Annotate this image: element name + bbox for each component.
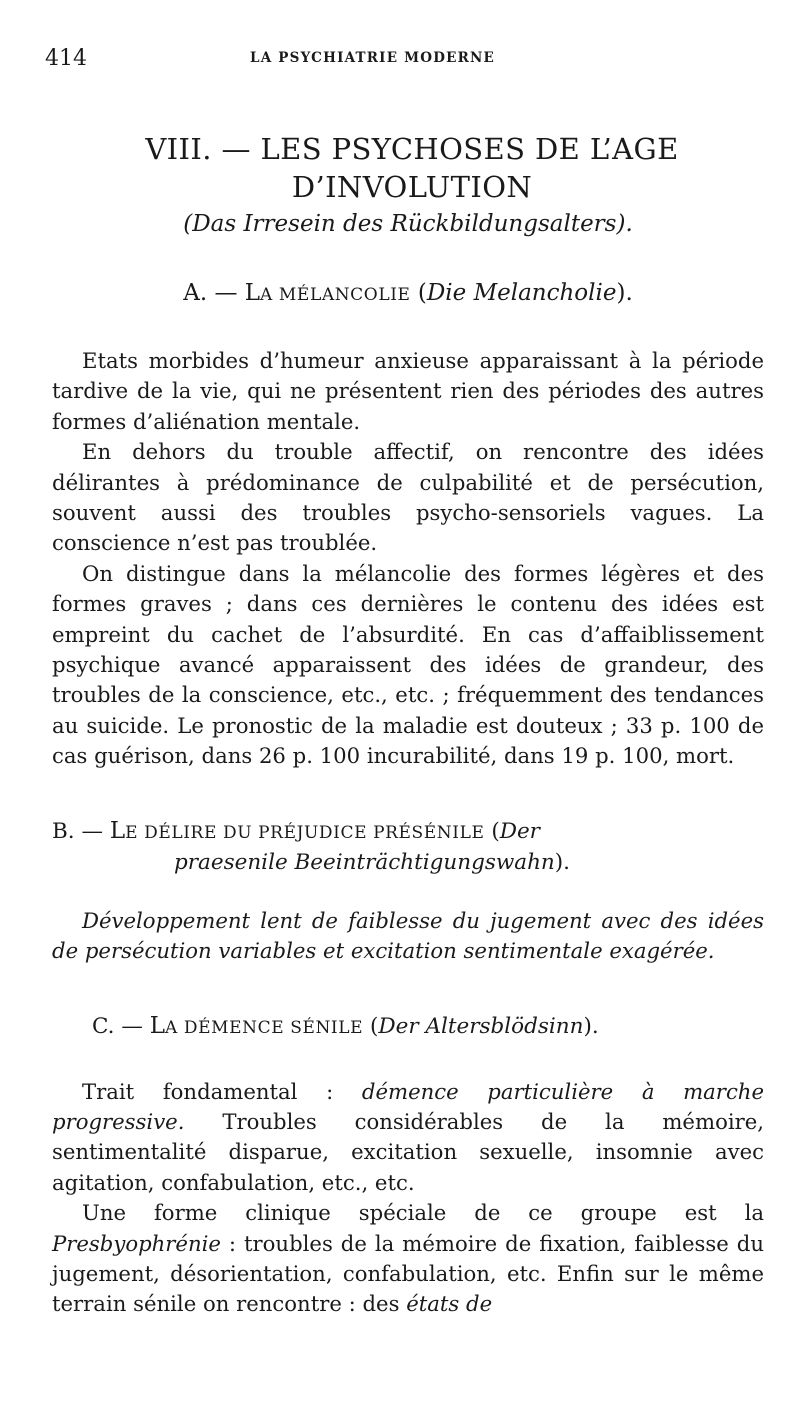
page-number: 414	[45, 46, 87, 71]
section-b-german-close: ).	[554, 849, 571, 875]
section-a-paragraph-1: Etats morbides d’humeur anxieuse apparaissant à la période tardive de la vie, qui ne présentent rien des périodes des autres formes d’aliénation mentale.	[52, 348, 764, 434]
section-b-title: E DÉLIRE DU PRÉJUDICE PRÉSÉNILE	[125, 822, 485, 843]
section-c-german-close: ).	[583, 1013, 599, 1039]
chapter-title	[52, 130, 764, 206]
section-a-heading	[52, 278, 764, 310]
section-a-prefix: A. —	[183, 280, 245, 306]
section-b-german-open: (	[484, 818, 500, 844]
section-b-prefix: B. —	[52, 818, 110, 844]
section-c-prefix: C. —	[92, 1013, 150, 1039]
section-a-paragraph-3: On distingue dans la mélancolie des formes légères et des formes graves ; dans ces dernières le contenu des idées est empreint du cachet de l’absurdité. En cas d’affaiblissement psychique avancé apparaissent des idées de grandeur, des troubles de la conscience, etc., etc. ; fréquemment des tendances au suicide. Le pronostic de la maladie est douteux ; 33 p. 100 de cas guérison, dans 26 p. 100 incurabilité, dans 19 p. 100, mort.	[52, 560, 764, 769]
section-c-p1-italic: démence particulière à marche progressive.	[52, 1078, 764, 1134]
chapter-title-line2: D’INVOLUTION	[291, 170, 533, 204]
section-c-german: Der Altersblödsinn	[378, 1013, 584, 1039]
section-b-heading	[52, 816, 764, 878]
section-a-paragraph-2: En dehors du trouble affectif, on rencontre des idées délirantes à prédominance de culpabilité et de persécution, souvent aussi des troubles psycho-sensoriels vagues. La conscience n’est pas troublée.	[52, 439, 764, 556]
section-c-p1-rest: Troubles considérables de la mémoire, sentimentalité disparue, excitation sexuelle, insomnie avec agitation, confabulation, etc., etc.	[52, 1108, 764, 1195]
section-c-p2-lead: Une forme clinique spéciale de ce groupe est la	[82, 1200, 764, 1226]
section-b-german-line2: praesenile Beeinträchtigungswahn	[174, 849, 555, 875]
chapter-subtitle-text: Das Irresein des Rückbildungsalters	[192, 211, 617, 237]
page-header	[45, 42, 605, 78]
section-a-initial: L	[244, 280, 261, 306]
section-a-german-open: (	[410, 280, 427, 306]
section-c-p2-italic-2: états de	[406, 1291, 493, 1317]
page-body	[52, 130, 764, 1320]
section-a-title: A MÉLANCOLIE	[260, 285, 411, 305]
section-b-paragraph: Développement lent de faiblesse du jugement avec des idées de persécution variables et excitation sentimentale exagérée.	[52, 907, 764, 964]
section-c-paragraph-2	[52, 1198, 764, 1320]
section-c-heading	[52, 1011, 764, 1043]
chapter-subtitle	[52, 208, 764, 240]
chapter-title-line1: VIII. — LES PSYCHOSES DE L’AGE	[145, 132, 679, 166]
section-c-title: A DÉMENCE SÉNILE	[164, 1017, 364, 1038]
section-a-german: Die Melancholie	[426, 280, 617, 306]
section-c-p2-italic-1: Presbyophrénie	[52, 1230, 221, 1256]
section-c-p1-lead: Trait fondamental :	[82, 1078, 362, 1104]
section-b-initial: L	[109, 817, 126, 844]
section-c-p2-mid: : troubles de la mémoire de fixation, faiblesse du jugement, désorientation, confabulation, etc. Enfin sur le même terrain sénile on rencontre : des	[52, 1230, 764, 1317]
section-a-german-close: ).	[616, 280, 633, 306]
section-c-german-open: (	[363, 1013, 379, 1039]
chapter-subtitle-open: (	[183, 211, 193, 237]
running-title: LA PSYCHIATRIE MODERNE	[250, 50, 496, 66]
chapter-subtitle-close: ).	[616, 211, 633, 237]
section-c-initial: L	[149, 1012, 165, 1039]
section-c-paragraph-1	[52, 1077, 764, 1199]
section-b-german-line1: Der	[499, 818, 540, 844]
